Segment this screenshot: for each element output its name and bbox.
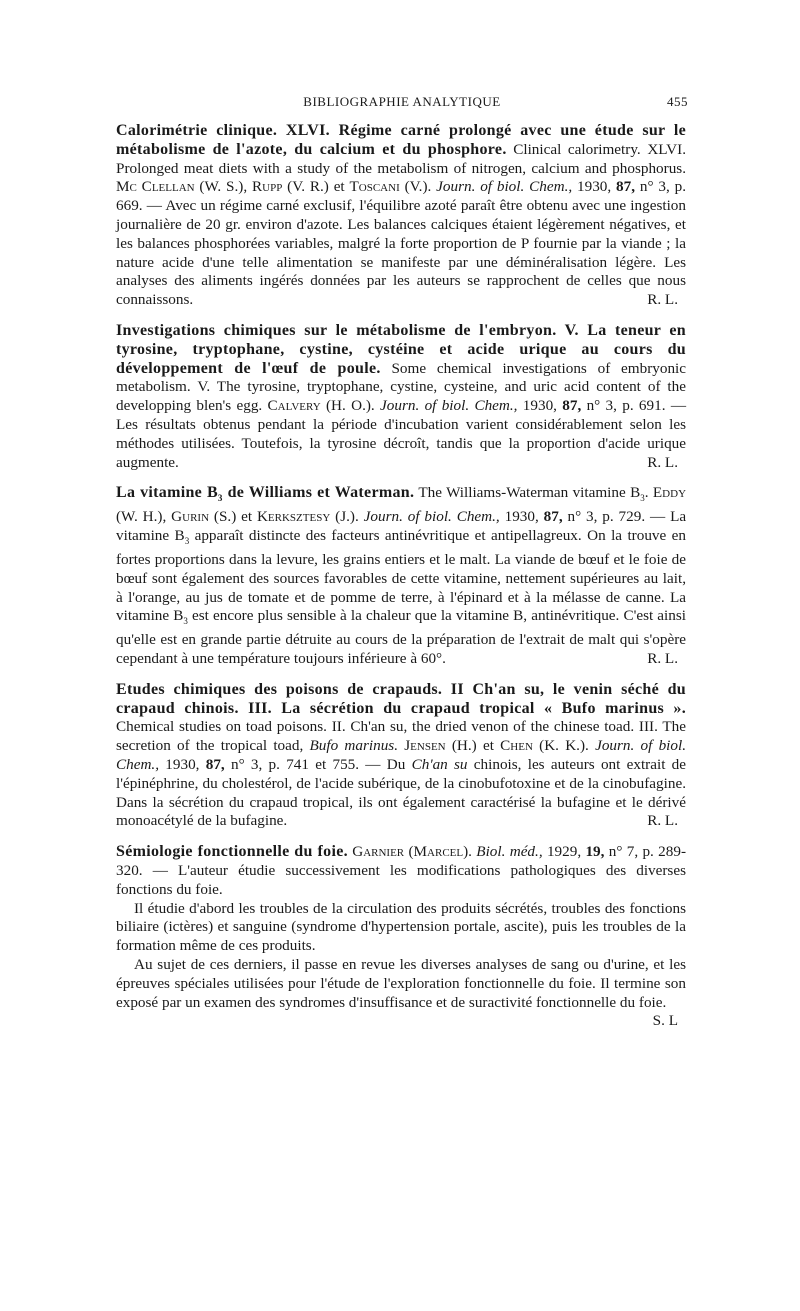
author-name: Toscani — [349, 178, 400, 196]
entry-title — [116, 681, 686, 717]
running-title: BIBLIOGRAPHIE ANALYTIQUE — [303, 94, 501, 109]
author-initials: (K. K.). — [539, 737, 589, 755]
abstract-paragraph: L'auteur étudie successivement les modifications pathologiques des diverses fonctions du foie. — [116, 861, 686, 898]
year: 1929, — [546, 843, 582, 861]
year: 1930, — [522, 397, 557, 415]
english-text: Chemical studies on toad poisons. II. Ch'an su, the dried venon of the chinese toad. III. The secretion of the tropical toad, — [116, 718, 686, 755]
entry-title: Investigations chimiques sur le métabolisme de l'embryon. V. La teneur en tyrosine, tryptophane, cystine, cystéine et acide urique au cours du développement de l'œuf de poule. — [116, 321, 686, 377]
abstract-text: est encore plus sensible à la chaleur que la vitamine B, antinévritique. C'est ainsi qu'elle est en grande partie détruite au cours de la préparation de l'extrait de malt qui s'opère cependant à une température toujours inférieure à 60°. — [116, 607, 686, 667]
author-name: Mc Clellan — [116, 178, 195, 196]
signature: R. L. — [647, 649, 678, 667]
title-text: La vitamine B — [116, 484, 218, 502]
signature: R. L. — [647, 291, 678, 309]
title-text: Etudes chimiques des poisons de crapauds. II Ch'an su, le venin séché du crapaud chinois. III. La sécrétion du crapaud tropical « — [116, 680, 686, 717]
year: 1930, — [577, 178, 612, 196]
year: 1930, — [165, 755, 200, 773]
entry-crapauds — [116, 681, 686, 831]
author-initials: (Marcel). — [408, 843, 472, 861]
abstract-paragraph: Il étudie d'abord les troubles de la circulation des produits sécrétés, troubles des fonctions biliaire (ictères) et sanguine (syndrome d'hypertension portale, ascite), puis les troubles de la formation même de ces produits. — [116, 899, 686, 955]
volume: 87, — [616, 178, 636, 196]
volume: 87, — [205, 755, 225, 773]
title-subscript: 3 — [217, 493, 223, 504]
issue-page: n° 7, p. 289-320. — — [116, 843, 687, 879]
entry-calorimetrie — [116, 122, 686, 310]
journal-name: Journ. of biol. Chem., — [116, 737, 687, 773]
title-text: de Williams et Waterman. — [222, 484, 415, 502]
running-head — [116, 94, 688, 114]
title-text: ». — [664, 699, 687, 717]
author-name: Jensen — [404, 737, 446, 755]
abstract-text: chinois, les auteurs ont extrait de l'épinéphrine, du cholestérol, de l'acide subérique, de la cinobufotoxine et de la cinobufagine. Dans la sécrétion du crapaud tropical, ils ont également caractérisé la bufagine et le dérivé monoacétylé de la bufagine. — [116, 755, 687, 830]
author-initials: (J.). — [335, 508, 359, 526]
author-name: Gurin — [171, 508, 210, 526]
abstract-text: Du — [386, 755, 412, 773]
english-title: Clinical calorimetry. XLVI. Prolonged meat diets with a study of the metabolism of nitrogen, calcium and phosphorus. — [116, 140, 686, 177]
author-initials: (V.). — [404, 178, 432, 196]
abstract-italic: Ch'an su — [411, 755, 468, 773]
entry-title: Calorimétrie clinique. XLVI. Régime carné prolongé avec une étude sur le métabolisme de l'azote, du calcium et du phosphore. — [116, 122, 686, 158]
abstract-paragraph: Au sujet de ces derniers, il passe en revue les diverses analyses de sang ou d'urine, et les épreuves spéciales utilisées pour l'étude de l'exploration fonctionnelle du foie. Il termine son exposé par un examen des syndromes d'insuffisance et de suractivité fonctionnelle du foie. — [116, 955, 686, 1011]
abstract — [116, 756, 686, 829]
english-text: . — [644, 484, 649, 502]
journal-name: Journ. of biol. Chem., — [363, 508, 500, 526]
english-subscript: 3 — [640, 493, 645, 504]
author-name: Calvery — [267, 397, 321, 415]
issue-page: n° 3, p. 729. — — [567, 508, 666, 526]
journal-name: Biol. méd., — [476, 843, 543, 861]
author-initials: (W. H.), — [116, 508, 167, 526]
english-title: Some chemical investigations of embryonic metabolism. V. The tyrosine, tryptophane, cystine, cysteine, and uric acid content of the developping blen's egg. — [116, 359, 687, 415]
abstract-subscript: 3 — [184, 536, 190, 547]
volume: 87, — [543, 508, 563, 526]
page-number: 455 — [667, 94, 688, 109]
author-name: Kerksztesy — [256, 508, 331, 526]
journal-name: Journ. of biol. Chem., — [380, 397, 518, 415]
body-text — [116, 122, 686, 1031]
author-name: Chen — [500, 737, 533, 755]
author-initials: (W. S.), — [199, 178, 248, 196]
english-italic: Bufo marinus. — [309, 737, 399, 755]
signature: S. L — [652, 1012, 678, 1030]
abstract: Avec un régime carné exclusif, l'équilibre azoté paraît être obtenu avec une ingestion journalière de 20 gr. environ d'azote. Les balances calciques étaient légèrement négatives, et les balances phosphorées variables, malgré la forte proportion de P fournie par la viande ; la nature acide d'une telle alimentation se manifeste par une déminéralisation légère. Les analyses des aliments ingérés données par les auteurs se rapprochent de celles que nous connaissons. — [116, 197, 686, 309]
volume: 87, — [562, 397, 582, 415]
entry-vitamine-b3 — [116, 484, 686, 668]
abstract: Les résultats obtenus pendant la période d'incubation varient considérablement selon les méthodes utilisées. Toutefois, la tyrosine décroît, tandis que la proportion d'acide urique augmente. — [116, 415, 686, 471]
signature: R. L. — [647, 812, 678, 830]
entry-title: Sémiologie fonctionnelle du foie. — [116, 843, 348, 861]
issue-page: n° 3, p. 741 et 755. — — [230, 755, 381, 773]
abstract-subscript: 3 — [183, 616, 188, 627]
author-name: Eddy — [652, 484, 687, 502]
issue-page: n° 3, p. 669. — — [116, 178, 686, 215]
abstract-text: apparaît distincte des facteurs antinévritique et antipellagreux. On la trouve en fortes proportions dans la levure, les grains entiers et le malt. La viande de bœuf et le foie de bœuf sont également des sources favorables de cette vitamine, nettement supérieures au lait, à l'orange, au jus de tomate et de pomme de terre, à l'épinard et à la mélasse de canne. La vitamine B — [116, 527, 686, 625]
entry-title — [116, 484, 415, 504]
english-text: The Williams-Waterman vitamine B — [418, 484, 641, 502]
year: 1930, — [504, 508, 539, 526]
title-italic: Bufo marinus — [561, 699, 665, 717]
issue-page: n° 3, p. 691. — — [586, 397, 687, 415]
abstract — [116, 508, 686, 667]
author-initials: (H. O.). — [325, 397, 375, 415]
entry-semiologie — [116, 843, 687, 1030]
volume: 19, — [585, 843, 605, 861]
english-title — [418, 484, 649, 504]
author-initials: (S.) et — [213, 508, 253, 526]
journal-name: Journ. of biol. Chem., — [436, 178, 573, 196]
abstract-text: La vitamine B — [116, 508, 687, 545]
author-name: Garnier — [352, 843, 405, 861]
author-initials: (H.) et — [451, 737, 494, 755]
entry-embryon — [116, 322, 686, 472]
signature: R. L. — [647, 453, 678, 471]
author-name: Rupp — [252, 178, 283, 196]
author-initials: (V. R.) et — [287, 178, 345, 196]
